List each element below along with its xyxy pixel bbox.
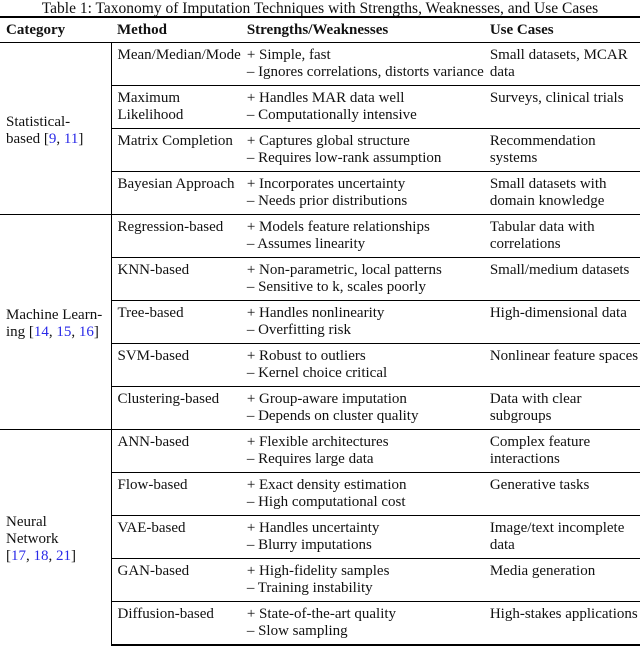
taxonomy-table bbox=[0, 16, 640, 646]
header-use-cases: Use Cases bbox=[484, 17, 640, 43]
use-case-text: Small datasets with bbox=[489, 176, 607, 192]
use-cases-cell bbox=[484, 602, 640, 646]
method-name: Diffusion-based bbox=[117, 606, 214, 622]
use-cases-cell bbox=[484, 387, 640, 430]
citation-link[interactable]: 14 bbox=[33, 324, 49, 340]
strength-text: + State-of-the-art quality bbox=[246, 606, 397, 622]
use-case-text: High-stakes applications bbox=[489, 606, 638, 622]
strengths-cell bbox=[241, 86, 484, 129]
method-cell bbox=[111, 344, 241, 387]
use-case-text: Small/medium datasets bbox=[489, 262, 630, 278]
category-cell: Machine Learn- ing [14, 15, 16] bbox=[0, 215, 111, 430]
method-name: Mean/Median/Mode bbox=[117, 47, 241, 63]
method-cell bbox=[111, 516, 241, 559]
strength-text: + Incorporates uncertainty bbox=[246, 176, 406, 192]
header-strengths: Strengths/Weaknesses bbox=[241, 17, 484, 43]
strength-text: + Simple, fast bbox=[246, 47, 331, 63]
strengths-cell bbox=[241, 559, 484, 602]
weakness-text: – Computationally intensive bbox=[246, 107, 417, 123]
strengths-cell bbox=[241, 129, 484, 172]
method-name: VAE-based bbox=[117, 520, 186, 536]
use-case-text: Tabular data with bbox=[489, 219, 595, 235]
citation-link[interactable]: 16 bbox=[78, 324, 94, 340]
method-name: SVM-based bbox=[117, 348, 190, 364]
strength-text: + Flexible architectures bbox=[246, 434, 389, 450]
category-cell: Statistical- based [9, 11] bbox=[0, 43, 111, 215]
method-cell bbox=[111, 602, 241, 646]
use-case-text: correlations bbox=[489, 236, 561, 252]
weakness-text: – Assumes linearity bbox=[246, 236, 366, 252]
citation-link[interactable]: 11 bbox=[63, 130, 79, 147]
weakness-text: – Depends on cluster quality bbox=[246, 408, 419, 424]
method-name: Matrix Completion bbox=[117, 133, 233, 149]
use-cases-cell bbox=[484, 215, 640, 258]
category-text: Statistical- bbox=[6, 113, 71, 130]
method-cell bbox=[111, 43, 241, 86]
strengths-cell bbox=[241, 473, 484, 516]
header-method: Method bbox=[111, 17, 241, 43]
strengths-cell bbox=[241, 258, 484, 301]
strengths-cell bbox=[241, 172, 484, 215]
method-cell bbox=[111, 129, 241, 172]
header-category: Category bbox=[0, 17, 111, 43]
use-case-text: Image/text incomplete bbox=[489, 520, 625, 536]
strength-text: + Models feature relationships bbox=[246, 219, 430, 235]
strength-text: + Robust to outliers bbox=[246, 348, 366, 364]
use-case-text: Data with clear bbox=[489, 391, 582, 407]
method-cell bbox=[111, 430, 241, 473]
strengths-cell bbox=[241, 430, 484, 473]
use-cases-cell bbox=[484, 559, 640, 602]
use-case-text: domain knowledge bbox=[489, 193, 605, 209]
weakness-text: – Ignores correlations, distorts variance bbox=[246, 64, 484, 80]
use-cases-cell bbox=[484, 129, 640, 172]
weakness-text: – Sensitive to k, scales poorly bbox=[246, 279, 426, 295]
use-cases-cell bbox=[484, 86, 640, 129]
use-cases-cell bbox=[484, 344, 640, 387]
method-name: Regression-based bbox=[117, 219, 224, 235]
method-name: Clustering-based bbox=[117, 391, 220, 407]
method-name: Tree-based bbox=[117, 305, 184, 321]
use-case-text: subgroups bbox=[489, 408, 552, 424]
use-case-text: Small datasets, MCAR bbox=[489, 47, 628, 63]
strength-text: + Handles nonlinearity bbox=[246, 305, 385, 321]
method-cell bbox=[111, 215, 241, 258]
method-name: KNN-based bbox=[117, 262, 190, 278]
use-case-text: Complex feature bbox=[489, 434, 591, 450]
use-cases-cell bbox=[484, 301, 640, 344]
strengths-cell bbox=[241, 602, 484, 646]
strengths-cell bbox=[241, 387, 484, 430]
use-case-text: Nonlinear feature spaces bbox=[489, 348, 639, 364]
category-text: [ bbox=[6, 548, 11, 564]
strengths-cell bbox=[241, 344, 484, 387]
strengths-cell bbox=[241, 215, 484, 258]
category-cell: Neural Network [17, 18, 21] bbox=[0, 430, 111, 646]
use-cases-cell bbox=[484, 430, 640, 473]
strength-text: + Non-parametric, local patterns bbox=[246, 262, 442, 278]
strength-text: + Handles MAR data well bbox=[246, 90, 405, 106]
strength-text: + Group-aware imputation bbox=[246, 391, 407, 407]
weakness-text: – Overfitting risk bbox=[246, 322, 351, 338]
weakness-text: – Requires low-rank assumption bbox=[246, 150, 442, 166]
use-case-text: Generative tasks bbox=[489, 477, 590, 493]
use-case-text: Recommendation bbox=[489, 133, 596, 149]
strength-text: + High-fidelity samples bbox=[246, 563, 390, 579]
weakness-text: – Slow sampling bbox=[246, 623, 348, 639]
table-row bbox=[0, 430, 640, 473]
table-caption: Table 1: Taxonomy of Imputation Techniques with Strengths, Weaknesses, and Use Cases bbox=[41, 0, 599, 17]
weakness-text: – Kernel choice critical bbox=[246, 365, 388, 381]
table-row bbox=[0, 215, 640, 258]
method-name: ANN-based bbox=[117, 434, 190, 450]
use-case-text: Surveys, clinical trials bbox=[489, 90, 624, 106]
strengths-cell bbox=[241, 301, 484, 344]
table-row bbox=[0, 43, 640, 86]
method-cell bbox=[111, 172, 241, 215]
header-row bbox=[0, 17, 640, 43]
strengths-cell bbox=[241, 43, 484, 86]
weakness-text: – Blurry imputations bbox=[246, 537, 372, 553]
use-case-text: data bbox=[489, 537, 515, 553]
use-case-text: Media generation bbox=[489, 563, 596, 579]
method-cell bbox=[111, 473, 241, 516]
weakness-text: – Training instability bbox=[246, 580, 373, 596]
method-name: Flow-based bbox=[117, 477, 188, 493]
method-name: Bayesian Approach bbox=[117, 176, 235, 192]
weakness-text: – Needs prior distributions bbox=[246, 193, 408, 209]
citation-link[interactable]: 17 bbox=[11, 548, 26, 564]
citation-link[interactable]: 21 bbox=[56, 548, 71, 564]
method-cell bbox=[111, 258, 241, 301]
strength-text: + Handles uncertainty bbox=[246, 520, 380, 536]
category-text: Network bbox=[6, 531, 59, 547]
weakness-text: – Requires large data bbox=[246, 451, 374, 467]
citation-link[interactable]: 9 bbox=[48, 130, 57, 147]
use-case-text: data bbox=[489, 64, 515, 80]
method-cell bbox=[111, 559, 241, 602]
category-text: based [ bbox=[6, 130, 49, 147]
use-cases-cell bbox=[484, 516, 640, 559]
use-cases-cell bbox=[484, 258, 640, 301]
strength-text: + Captures global structure bbox=[246, 133, 410, 149]
use-case-text: systems bbox=[489, 150, 538, 166]
category-text: Neural bbox=[6, 514, 47, 530]
use-cases-cell bbox=[484, 172, 640, 215]
category-text: ing [ bbox=[6, 324, 34, 340]
citation-link[interactable]: 15 bbox=[56, 324, 72, 340]
method-cell bbox=[111, 387, 241, 430]
citation-link[interactable]: 18 bbox=[33, 548, 49, 564]
use-cases-cell bbox=[484, 473, 640, 516]
category-text: Machine Learn- bbox=[6, 307, 103, 323]
use-case-text: High-dimensional data bbox=[489, 305, 627, 321]
method-name: Maximum Likelihood bbox=[117, 90, 184, 123]
strengths-cell bbox=[241, 516, 484, 559]
use-cases-cell bbox=[484, 43, 640, 86]
use-case-text: interactions bbox=[489, 451, 560, 467]
method-cell bbox=[111, 301, 241, 344]
method-cell bbox=[111, 86, 241, 129]
method-name: GAN-based bbox=[117, 563, 190, 579]
strength-text: + Exact density estimation bbox=[246, 477, 407, 493]
weakness-text: – High computational cost bbox=[246, 494, 406, 510]
